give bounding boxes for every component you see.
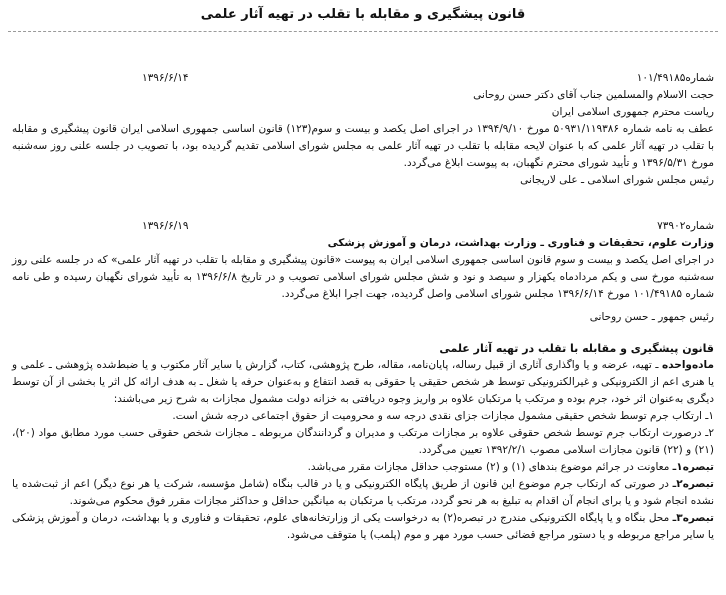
letter1-header-row	[12, 70, 714, 87]
note-1-text: معاونت در جرائم موضوع بندهای (۱) و (۲) مستوجب حداقل مجازات مقرر می‌باشد.	[307, 461, 673, 473]
note-2	[12, 476, 714, 510]
single-article-label: ماده‌واحده	[662, 359, 714, 371]
document-title: قانون پیشگیری و مقابله با تقلب در تهیه آثار علمی	[200, 7, 526, 22]
letter2-body: در اجرای اصل یکصد و بیست و سوم قانون اساسی جمهوری اسلامی ایران به پیوست «قانون پیشگیری و مقابله با تقلب در تهیه آثار علمی» که در جلسه علنی روز سه‌شنبه مورخ سی و یکم مردادماه یکهزار و سیصد و نود و شش مجلس شورای اسلامی تصویب و در تاریخ ۱۳۹۶/۶/۸ به تأیید شورای نگهبان رسیده و طی نامه شماره ۱۰۱/۴۹۱۸۵ مورخ ۱۳۹۶/۶/۱۴ مجلس شورای اسلامی واصل گردیده، جهت اجرا ابلاغ می‌گردد.	[12, 254, 714, 300]
note-3	[12, 510, 714, 544]
note-1-label: تبصره۱ـ	[672, 461, 714, 473]
note-1	[12, 459, 714, 476]
letter1-addressee: حجت الاسلام والمسلمین جناب آقای دکتر حسن روحانی	[473, 89, 714, 101]
letter1-addressee-title: ریاست محترم جمهوری اسلامی ایران	[551, 106, 714, 118]
president-letter	[12, 218, 714, 326]
letter1-number: شماره۱۰۱/۴۹۱۸۵	[636, 72, 714, 84]
law-heading: قانون پیشگیری و مقابله با تقلب در تهیه آثار علمی	[439, 342, 714, 355]
letter1-body: عطف به نامه شماره ۵۰۹۳۱/۱۱۹۳۸۶ مورخ ۱۳۹۴/۹/۱۰ در اجرای اصل یکصد و بیست و سوم(۱۲۳) قانون اساسی جمهوری اسلامی ایران قانون پیشگیری و مقابله با تقلب در تهیه آثار علمی که با عنوان لایحه مقابله با تقلب در تهیه آثار علمی به مجلس شورای اسلامی تقدیم گردیده بود، با تصویب در جلسه علنی روز سه‌شنبه مورخ ۱۳۹۶/۵/۳۱ و تأیید شورای محترم نگهبان، به پیوست ابلاغ می‌گردد.	[12, 123, 714, 169]
parliament-letter	[12, 70, 714, 189]
note-3-text: محل بنگاه و یا پایگاه الکترونیکی مندرج در تبصره(۲) به درخواست یکی از وزارتخانه‌های علوم، تحقیقات و فناوری و یا بهداشت، درمان و آموزش پزشکی یا سایر مراجع مربوطه و یا دستور مراجع قضائی حسب مورد مهر و موم (پلمب) یا متوقف می‌شود.	[12, 512, 714, 541]
letter2-date: ۱۳۹۶/۶/۱۹	[142, 220, 189, 232]
single-article-text: ـ تهیه، عرضه و یا واگذاری آثاری از قبیل رساله، پایان‌نامه، مقاله، طرح پژوهشی، کتاب، گزارش یا سایر آثار مکتوب و یا ضبط‌شده پژوهشی ـ علمی و یا هنری اعم از الکترونیکی و غیرالکترونیکی توسط هر شخص حقیقی یا حقوقی به قصد انتفاع و به‌عنوان حرفه یا شغل ـ به هدف ارائه کل اثر یا بخشی از آن توسط دیگری به‌عنوان اثر خود، جرم بوده و مرتکب یا مرتکبان علاوه بر واریز وجوه دریافتی به خزانه دولت مشمول مجازات به شرح زیر می‌باشند:	[12, 359, 714, 405]
title-divider	[8, 31, 718, 32]
note-3-label: تبصره۳ـ	[672, 512, 714, 524]
single-article	[12, 357, 714, 408]
clause-2: ۲ـ درصورت ارتکاب جرم توسط شخص حقوقی علاوه بر مجازات مرتکب و مدیران و گردانندگان مربوطه ـ مجازات شخص حقوقی حسب مورد مطابق مواد (۲۰)، (۲۱) و (۲۲) قانون مجازات اسلامی مصوب ۱۳۹۲/۲/۱ تعیین می‌گردد.	[12, 427, 714, 456]
law-text	[12, 340, 714, 544]
letter1-signature: رئیس مجلس شورای اسلامی ـ علی لاریجانی	[520, 174, 714, 186]
clause-1: ۱ـ ارتکاب جرم توسط شخص حقیقی مشمول مجازات جزای نقدی درجه سه و محرومیت از حقوق اجتماعی درجه شش است.	[172, 410, 714, 422]
letter2-number: شماره۷۳۹۰۲	[657, 220, 714, 232]
note-2-label: تبصره۲ـ	[672, 478, 714, 490]
letter2-signature: رئیس جمهور ـ حسن روحانی	[589, 311, 714, 323]
letter1-date: ۱۳۹۶/۶/۱۴	[142, 72, 189, 84]
note-2-text: در صورتی که ارتکاب جرم موضوع این قانون از طریق پایگاه الکترونیکی و یا در قالب بنگاه (شامل مؤسسه، شرکت یا هر نوع دیگر) اعم از ثبت‌شده یا نشده انجام شود و یا برای انجام آن اقدام به تبلیغ به هر نحو گردد، مرتکب یا مرتکبان به میانگین حداقل و حداکثر مجازات مقرر فوق محکوم می‌شوند.	[12, 478, 714, 507]
letter2-header-row	[12, 218, 714, 235]
letter2-addressee: وزارت علوم، تحقیقات و فناوری ـ وزارت بهداشت، درمان و آموزش پزشکی	[327, 237, 714, 249]
